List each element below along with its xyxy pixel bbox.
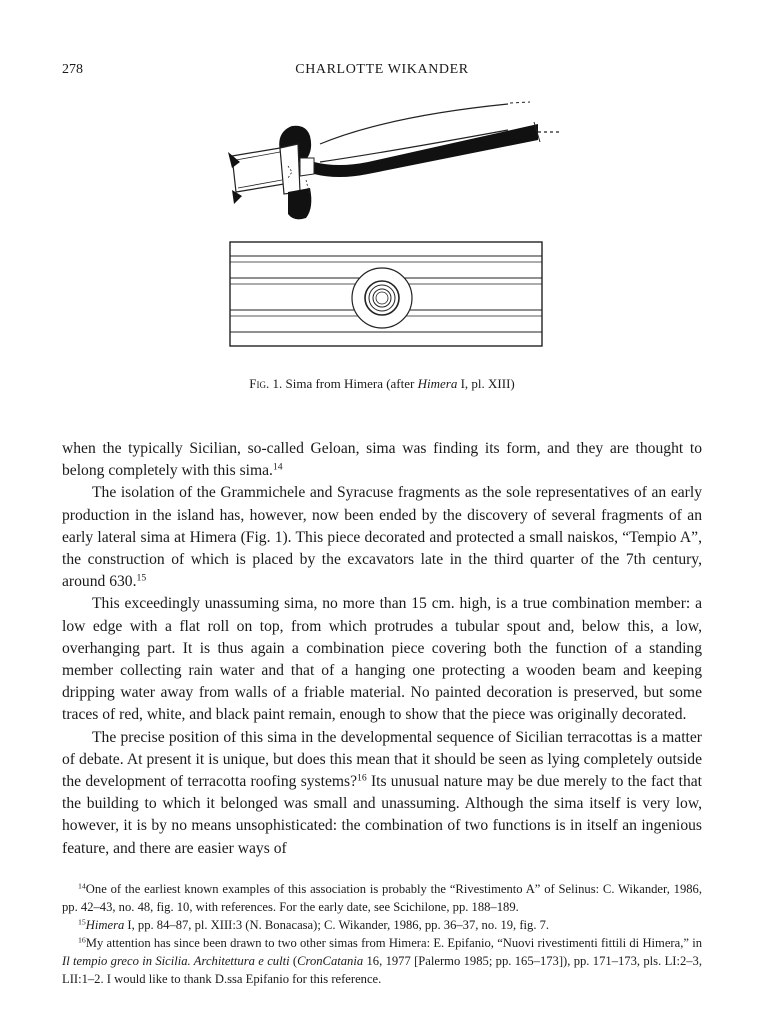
caption-text-pre: Sima from Himera (after bbox=[282, 376, 418, 391]
figure-caption bbox=[62, 376, 702, 392]
footnote-ref-14[interactable]: 14 bbox=[272, 461, 283, 473]
sima-profile bbox=[228, 102, 560, 219]
paragraph-2: The isolation of the Grammichele and Syracuse fragments as the sole representatives of an early production in the island has, however, now been ended by the discovery of several fragments of an early lateral sima at Himera (Fig. 1). This piece decorated and protected a small naiskos, “Tempio A”, the construction of which is placed by the excavators late in the third quarter of the 7th century, around 630.15 bbox=[62, 484, 702, 591]
footnote-ref-15[interactable]: 15 bbox=[136, 572, 147, 584]
body-text bbox=[62, 438, 702, 860]
paragraph-1: when the typically Sicilian, so-called Geloan, sima was finding its form, and they are thought to belong completely with this sima.$^{14}$ bbox=[62, 440, 702, 480]
figure-sima-drawing bbox=[218, 96, 560, 358]
footnotes bbox=[62, 880, 702, 989]
caption-text-italic: Himera bbox=[417, 376, 458, 391]
footnote-ref-16[interactable]: 16 bbox=[357, 772, 367, 784]
footnote-14: $^{14}$One of the earliest known examples of this association is probably the “Rivestimento A” of Selinus: C. Wikander, 1986, pp. 42–43, no. 48, fig. 10, with references. For the early date, see Scichilone, pp. 188–189. bbox=[62, 881, 702, 915]
caption-label: Fig. 1. bbox=[249, 376, 283, 391]
paragraph-3: This exceedingly unassuming sima, no more than 15 cm. high, is a true combination member: a low edge with a flat roll on top, from which protrudes a tubular spout and, below this, a low, overhanging part. It is thus again a combination piece covering both the function of a standing member collecting rain water and that of a hanging one protecting a wooden beam and keeping dripping water away from walls of a friable material. No painted decoration is preserved, but some traces of red, white, and black paint remain, enough to show that the piece was originally decorated. bbox=[62, 595, 702, 724]
caption-text-post: I, pl. XIII) bbox=[457, 376, 515, 391]
footnote-16: $^{16}$My attention has since been drawn to two other simas from Himera: E. Epifanio, “Nuovi rivestimenti fittili di Himera,” in Il tempio greco in Sicilia. Architettura e culti (CronCatania 16, 1977 [Palermo 1985; pp. 165–173]), pp. 171–173, pls. LI:2–3, LII:1–2. I would like to thank D.ssa Epifanio for this reference. bbox=[62, 936, 702, 987]
running-head: CHARLOTTE WIKANDER bbox=[295, 62, 469, 77]
paragraph-4: The precise position of this sima in the developmental sequence of Sicilian terracottas is a matter of debate. At present it is unique, but does this mean that it should be seen as lying completely outside the development of terracotta roofing systems?$^{16}$ Its unusual nature may be due merely to the fact that the building to which it belonged was small and unassuming. Although the sima itself is very low, however, it is by no means unsophisticated: the combination of two functions is in itself an ingenious feature, and there are easier ways of bbox=[62, 728, 702, 857]
page-header bbox=[62, 62, 702, 82]
sima-front-elevation bbox=[230, 242, 542, 346]
sima-illustration bbox=[218, 96, 560, 358]
page-number: 278 bbox=[62, 62, 83, 77]
footnote-15: $^{15}$Himera I, pp. 84–87, pl. XIII:3 (N. Bonacasa); C. Wikander, 1986, pp. 36–37, no. 19, fig. 7. bbox=[78, 917, 550, 933]
